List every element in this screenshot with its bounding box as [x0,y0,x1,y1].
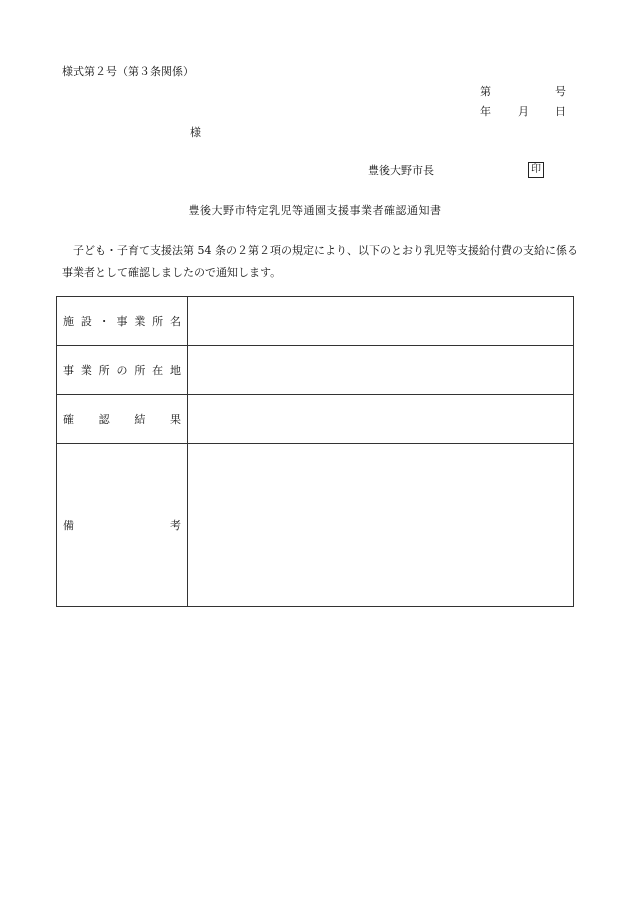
label-char: 認 [98,412,110,426]
info-table [56,296,574,607]
table-row [57,395,574,444]
label-char: 業 [134,314,146,328]
form-number: 様式第２号（第３条関係） [62,65,194,78]
document-number-label-prefix: 第 [480,85,491,98]
label-char: 施 [63,314,74,328]
label-char: 所 [134,363,146,377]
label-char: 在 [152,363,164,377]
office-address-value[interactable] [188,346,574,395]
label-char: 所 [98,363,110,377]
remarks-label [57,444,188,607]
sender-name: 豊後大野市長 [368,164,434,177]
label-char: ・ [98,314,110,328]
label-char: 備 [63,518,74,532]
label-char: の [116,363,128,377]
label-char: 名 [169,314,181,328]
label-char: 結 [134,412,146,426]
confirmation-result-label [57,395,188,444]
label-char: 設 [80,314,92,328]
label-char: 事 [63,363,74,377]
table-row [57,444,574,607]
facility-name-value[interactable] [188,297,574,346]
label-char: 事 [116,314,128,328]
date-month-label: 月 [518,105,529,118]
body-paragraph: 子ども・子育て支援法第 54 条の２第２項の規定により、以下のとおり乳児等支援給付費の支給に係る事業者として確認しましたので通知します。 [62,244,578,279]
document-number-label-suffix: 号 [555,85,566,98]
facility-name-label [57,297,188,346]
confirmation-result-value[interactable] [188,395,574,444]
label-char: 果 [169,412,181,426]
remarks-value[interactable] [188,444,574,607]
office-address-label [57,346,188,395]
label-char: 地 [169,363,181,377]
table-row [57,297,574,346]
document-title: 豊後大野市特定乳児等通園支援事業者確認通知書 [188,204,442,217]
date-day-label: 日 [555,105,566,118]
addressee-honorific: 様 [190,126,201,139]
date-year-label: 年 [480,105,491,118]
label-char: 所 [152,314,164,328]
table-row [57,346,574,395]
label-char: 考 [170,518,181,532]
label-char: 確 [63,412,74,426]
seal-mark: 印 [528,162,544,178]
label-char: 業 [80,363,92,377]
